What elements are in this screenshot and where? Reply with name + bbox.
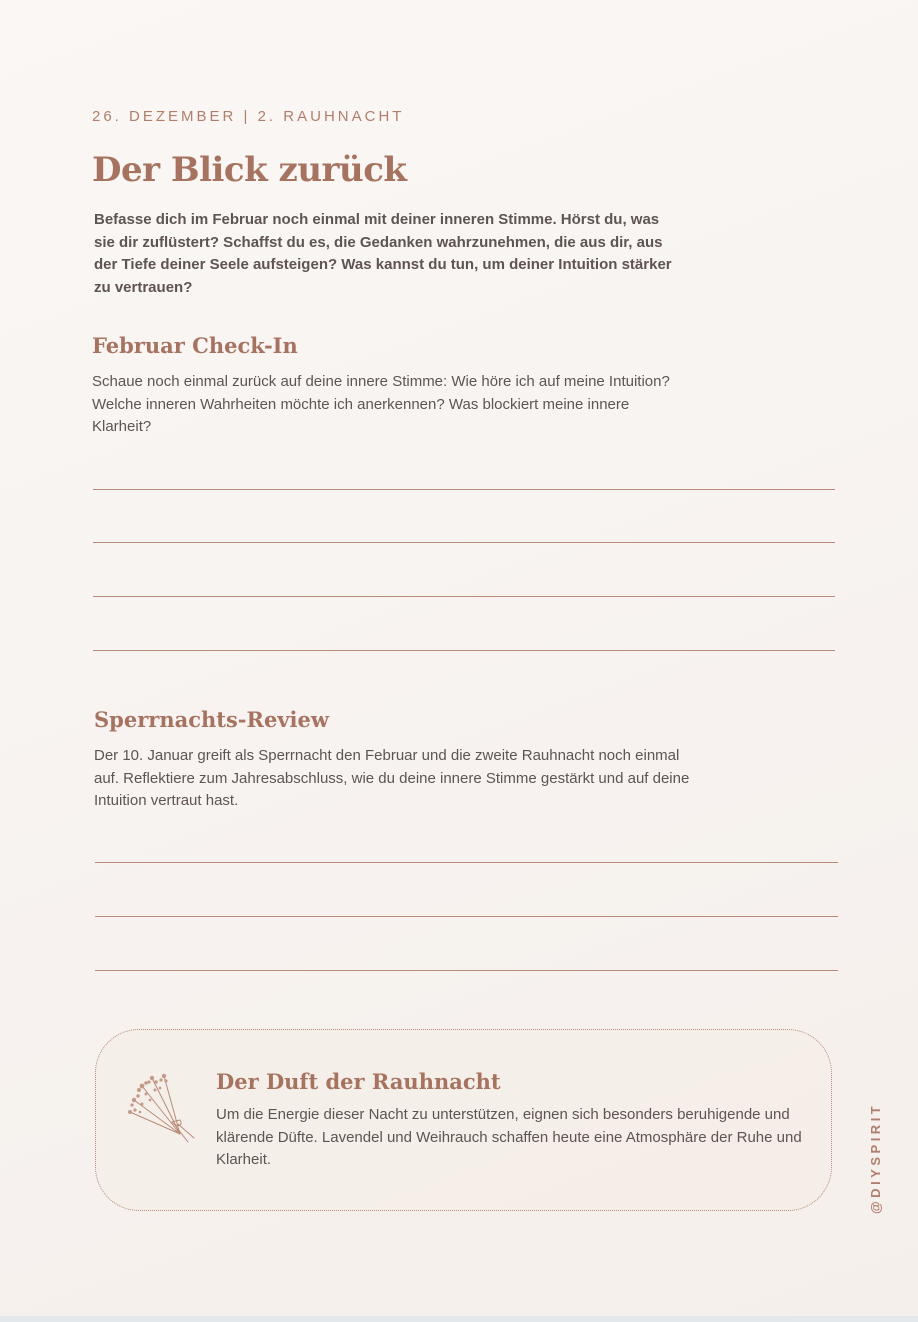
review-title: Sperrnachts-Review xyxy=(94,707,329,732)
bottom-edge xyxy=(0,1316,918,1322)
checkin-writing-line[interactable] xyxy=(93,596,835,597)
page-title: Der Blick zurück xyxy=(92,150,407,190)
brand-handle: @DIYSPIRIT xyxy=(868,1102,883,1214)
checkin-writing-line[interactable] xyxy=(93,650,835,651)
checkin-title: Februar Check-In xyxy=(92,333,298,358)
intro-text: Befasse dich im Februar noch einmal mit deiner inneren Stimme. Hörst du, was sie dir zuflüstert? Schaffst du es, die Gedanken wahrzunehmen, die aus dir, aus der Tiefe deiner Seele aufsteigen? Was kannst du tun, um deiner Intuition stärker zu vertrauen? xyxy=(94,211,672,296)
review-writing-line[interactable] xyxy=(95,916,838,917)
date-line: 26. DEZEMBER | 2. RAUHNACHT xyxy=(92,108,405,125)
checkin-writing-line[interactable] xyxy=(93,489,835,490)
scent-info-card xyxy=(95,1029,832,1211)
checkin-text: Schaue noch einmal zurück auf deine innere Stimme: Wie höre ich auf meine Intuition? Welche inneren Wahrheiten möchte ich anerkennen? Was blockiert meine innere Klarheit? xyxy=(92,373,670,435)
card-title: Der Duft der Rauhnacht xyxy=(216,1069,501,1094)
review-text: Der 10. Januar greift als Sperrnacht den Februar und die zweite Rauhnacht noch einmal auf. Reflektiere zum Jahresabschluss, wie du deine innere Stimme gestärkt und auf deine Intuition vertraut hast. xyxy=(94,747,690,809)
card-text: Um die Energie dieser Nacht zu unterstützen, eignen sich besonders beruhigende und klärende Düfte. Lavendel und Weihrauch schaffen heute eine Atmosphäre der Ruhe und Klarheit. xyxy=(216,1106,802,1168)
review-writing-line[interactable] xyxy=(95,970,838,971)
checkin-writing-line[interactable] xyxy=(93,542,835,543)
herb-bundle-icon xyxy=(122,1066,202,1146)
review-writing-line[interactable] xyxy=(95,862,838,863)
